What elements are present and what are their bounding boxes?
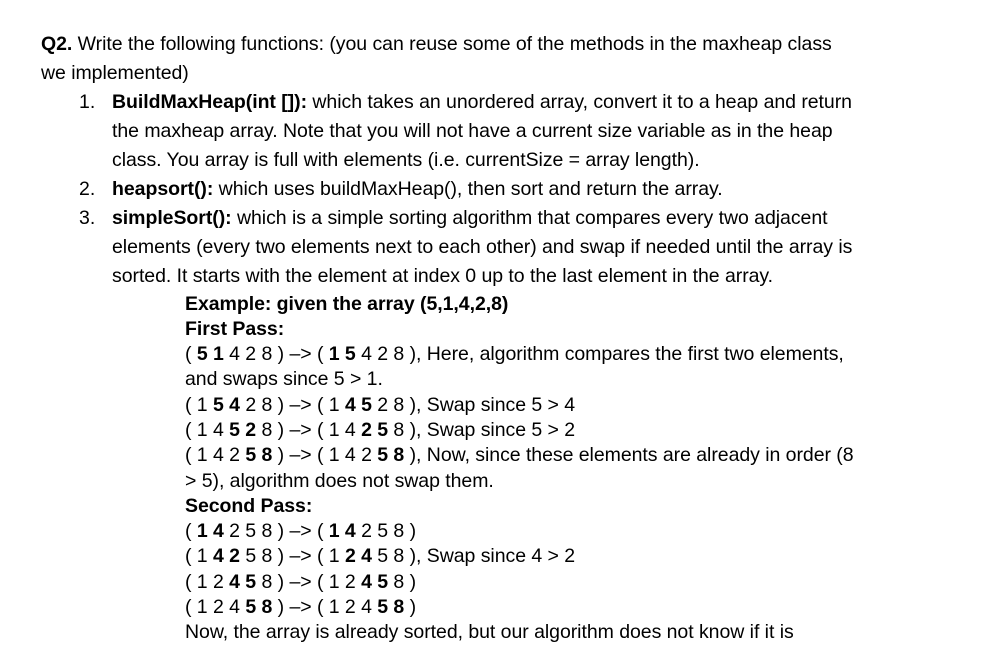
item-3-line-2: elements (every two elements next to each other) and swap if needed until the array is (112, 236, 853, 258)
sp-s2-a: ( 1 (185, 545, 213, 567)
question-line-1 (41, 31, 832, 57)
item-2-function-name: heapsort(): (112, 178, 214, 200)
sp-s3-b: 4 5 (229, 571, 257, 593)
fp-s1-c: 4 2 8 ) –> ( (223, 343, 329, 365)
fp-s1-d: 1 5 (328, 343, 356, 365)
first-pass-step-2 (185, 392, 575, 418)
fp-s3-a: ( 1 4 (185, 419, 230, 441)
item-1-function-name: BuildMaxHeap(int []): (112, 91, 308, 113)
item-1-text-1: which takes an unordered array, convert it to a heap and return (307, 91, 852, 113)
fp-s3-e: 8 ), Swap since 5 > 2 (388, 419, 576, 441)
fp-s4-b: 5 8 (245, 444, 273, 466)
fp-s2-d: 4 5 (344, 394, 372, 416)
sp-s1-a: ( (185, 520, 197, 542)
item-3-number: 3. (79, 207, 96, 229)
question-label: Q2. (41, 33, 73, 55)
sp-s4-d: 5 8 (377, 596, 405, 618)
second-pass-step-4 (185, 594, 416, 620)
example-heading (185, 291, 508, 317)
fp-s4-d: 5 8 (377, 444, 405, 466)
sp-s1-e: 2 5 8 ) (355, 520, 417, 542)
item-3-text-1: which is a simple sorting algorithm that compares every two adjacent (231, 207, 828, 229)
sp-s1-c: 2 5 8 ) –> ( (223, 520, 329, 542)
fp-s2-e: 2 8 ), Swap since 5 > 4 (371, 394, 576, 416)
item-1-line-3: class. You array is full with elements (i.e. currentSize = array length). (112, 149, 700, 171)
sp-s4-b: 5 8 (245, 596, 273, 618)
fp-s3-b: 5 2 (229, 419, 257, 441)
sp-s2-c: 5 8 ) –> ( 1 (239, 545, 345, 567)
question-text-2: we implemented) (41, 62, 189, 84)
first-pass-step-4-cont: > 5), algorithm does not swap them. (185, 470, 494, 492)
first-pass-label (185, 316, 284, 342)
item-2-text-1: which uses buildMaxHeap(), then sort and return the array. (213, 178, 723, 200)
second-pass-step-1 (185, 518, 416, 544)
second-pass-step-2 (185, 543, 575, 569)
item-2-number: 2. (79, 178, 96, 200)
item-1-line-1 (112, 89, 852, 115)
fp-s2-c: 2 8 ) –> ( 1 (239, 394, 345, 416)
sp-s3-c: 8 ) –> ( 1 2 (256, 571, 362, 593)
sp-s4-a: ( 1 2 4 (185, 596, 246, 618)
second-pass-step-3 (185, 569, 416, 595)
fp-s4-e: ), Now, since these elements are already in order (8 (404, 444, 854, 466)
fp-s3-c: 8 ) –> ( 1 4 (256, 419, 362, 441)
sp-s1-b: 1 4 (196, 520, 224, 542)
item-3-line-1 (112, 205, 828, 231)
first-pass-step-1 (185, 341, 844, 367)
sp-s3-a: ( 1 2 (185, 571, 230, 593)
sp-s4-e: ) (404, 596, 417, 618)
first-pass-step-3 (185, 417, 575, 443)
second-pass-label-text: Second Pass: (185, 495, 313, 517)
sp-s3-e: 8 ) (388, 571, 417, 593)
fp-s3-d: 2 5 (361, 419, 389, 441)
question-line-2 (41, 60, 189, 86)
fp-s4-c: ) –> ( 1 4 2 (272, 444, 378, 466)
fp-s2-b: 5 4 (212, 394, 240, 416)
sp-s4-c: ) –> ( 1 2 4 (272, 596, 378, 618)
item-1-number: 1. (79, 91, 96, 113)
fp-s1-a: ( (185, 343, 197, 365)
first-pass-step-4 (185, 442, 854, 468)
sp-s2-d: 2 4 (344, 545, 372, 567)
first-pass-label-text: First Pass: (185, 318, 285, 340)
closing-line: Now, the array is already sorted, but our algorithm does not know if it is (185, 621, 794, 643)
sp-s2-b: 4 2 (212, 545, 240, 567)
sp-s3-d: 4 5 (361, 571, 389, 593)
question-text: Write the following functions: (you can reuse some of the methods in the maxheap class (72, 33, 832, 55)
sp-s1-d: 1 4 (328, 520, 356, 542)
first-pass-step-1-cont: and swaps since 5 > 1. (185, 368, 383, 390)
item-2-line-1 (112, 176, 723, 202)
item-3-function-name: simpleSort(): (112, 207, 232, 229)
fp-s1-e: 4 2 8 ), Here, algorithm compares the first two elements, (355, 343, 844, 365)
fp-s2-a: ( 1 (185, 394, 213, 416)
item-3-line-3: sorted. It starts with the element at index 0 up to the last element in the array. (112, 265, 774, 287)
fp-s1-b: 5 1 (196, 343, 224, 365)
second-pass-label (185, 493, 312, 519)
item-1-line-2: the maxheap array. Note that you will not have a current size variable as in the heap (112, 120, 833, 142)
example-heading-text: Example: given the array (5,1,4,2,8) (185, 293, 509, 315)
fp-s4-a: ( 1 4 2 (185, 444, 246, 466)
sp-s2-e: 5 8 ), Swap since 4 > 2 (371, 545, 576, 567)
